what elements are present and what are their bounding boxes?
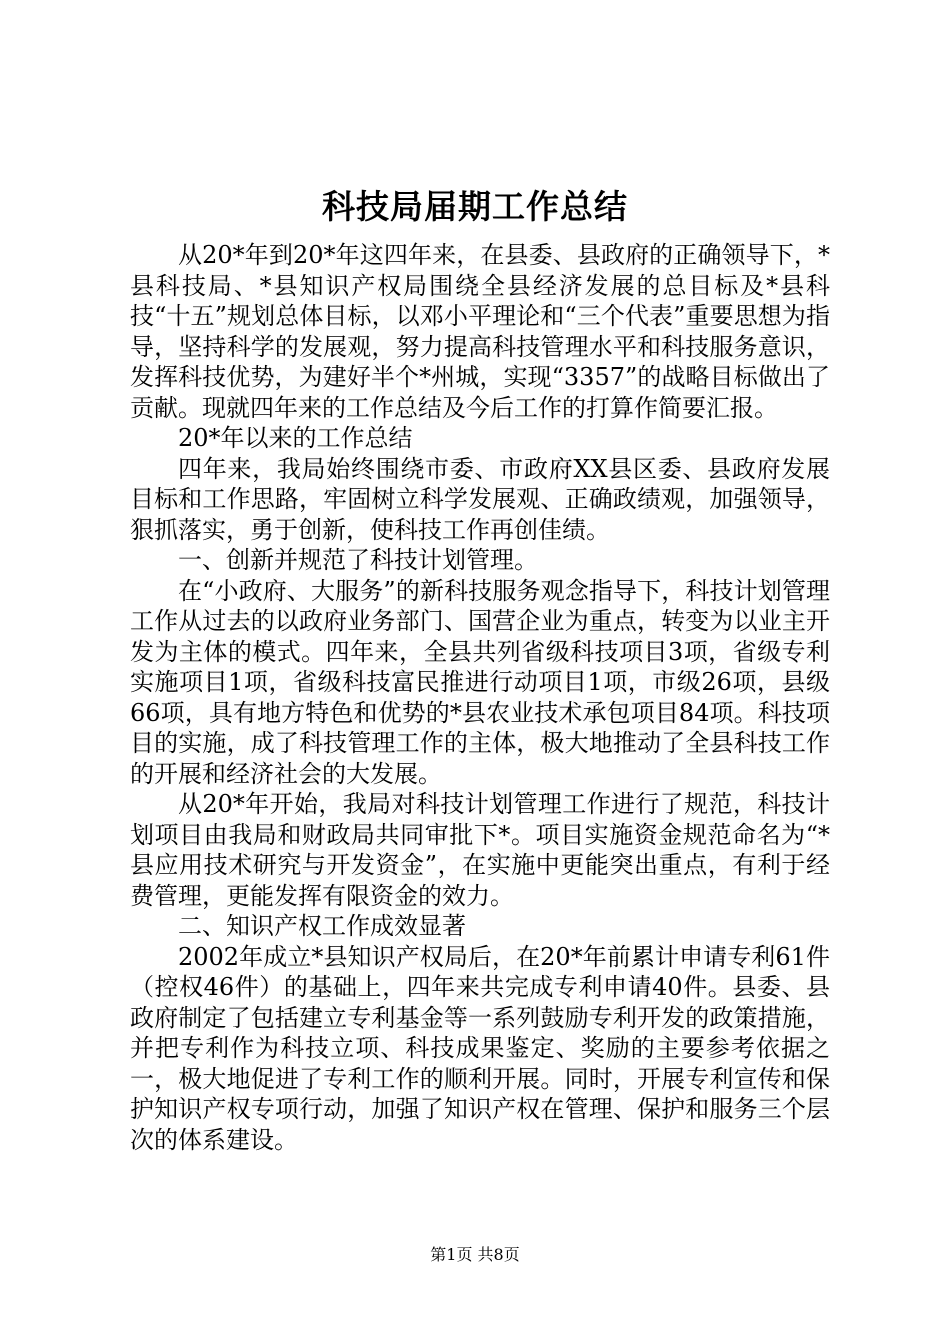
section-heading-ip: 二、知识产权工作成效显著	[178, 912, 466, 940]
paragraph-plan-management: 在“小政府、大服务”的新科技服务观念指导下，科技计划管理工作从过去的以政府业务部门、国营企业为重点，转变为以业主开发为主体的模式。四年来，全县共列省级科技项目3项，省级专利实施项目1项，省级科技富民推进行动项目1项，市级26项，县级66项，具有地方特色和优势的*县农业技术承包项目84项。科技项目的实施，成了科技管理工作的主体，极大地推动了全县科技工作的开展和经济社会的大发展。	[130, 576, 830, 788]
section-heading-summary: 20*年以来的工作总结	[178, 424, 413, 452]
document-title: 科技局届期工作总结	[322, 187, 628, 226]
paragraph-overview: 四年来，我局始终围绕市委、市政府XX县区委、县政府发展目标和工作思路，牢固树立科学发展观、正确政绩观，加强领导，狠抓落实，勇于创新，使科技工作再创佳绩。	[130, 454, 830, 544]
section-heading-plan-management: 一、创新并规范了科技计划管理。	[178, 546, 538, 574]
paragraph-plan-standardization: 从20*年开始，我局对科技计划管理工作进行了规范，科技计划项目由我局和财政局共同审批下*。项目实施资金规范命名为“*县应用技术研究与开发资金”，在实施中更能突出重点，有利于经费管理，更能发挥有限资金的效力。	[130, 790, 830, 910]
paragraph-intro: 从20*年到20*年这四年来，在县委、县政府的正确领导下，*县科技局、*县知识产权局围绕全县经济发展的总目标及*县科技“十五”规划总体目标，以邓小平理论和“三个代表”重要思想为指导，坚持科学的发展观，努力提高科技管理水平和科技服务意识，发挥科技优势，为建好半个*州城，实现“3357”的战略目标做出了贡献。现就四年来的工作总结及今后工作的打算作简要汇报。	[130, 241, 830, 422]
page-footer: 第1页 共8页	[430, 1245, 520, 1264]
document-body	[130, 240, 830, 1155]
paragraph-ip: 2002年成立*县知识产权局后，在20*年前累计申请专利61件（控权46件）的基础上，四年来共完成专利申请40件。县委、县政府制定了包括建立专利基金等一系列鼓励专利开发的政策措施，并把专利作为科技立项、科技成果鉴定、奖励的主要参考依据之一，极大地促进了专利工作的顺利开展。同时，开展专利宣传和保护知识产权专项行动，加强了知识产权在管理、保护和服务三个层次的体系建设。	[130, 942, 830, 1154]
